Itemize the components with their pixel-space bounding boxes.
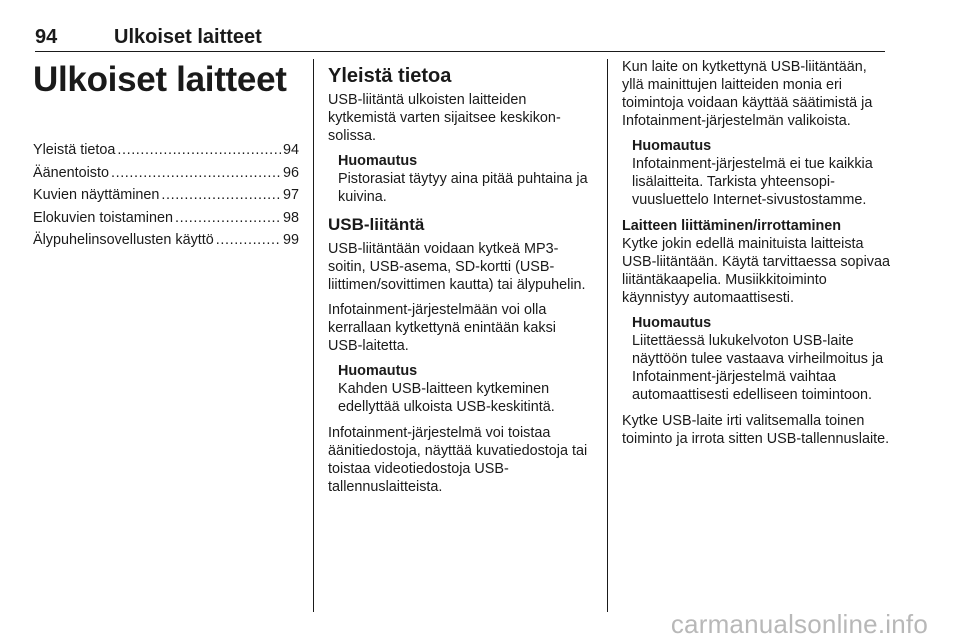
paragraph-usb-devices: USB-liitäntään voidaan kytkeä MP3-soitin, USB-asema, SD-kortti (USB-liittimen/sovittimen kautta) tai älypuhelin. xyxy=(328,241,586,293)
toc-entry-label: Kuvien näyttäminen xyxy=(33,187,160,203)
note-title: Huomautus xyxy=(632,138,712,154)
toc-leader-dots xyxy=(216,229,281,252)
toc-entry-page: 94 xyxy=(282,142,299,158)
toc-leader-dots xyxy=(175,207,281,230)
note-box xyxy=(338,362,594,416)
column-connecting xyxy=(622,58,890,455)
section-title-usb: USB-liitäntä xyxy=(328,215,425,234)
paragraph-connect-steps: Kytke jokin edellä mainituista laitteista USB-liitäntään. Käytä tarvittaessa sopivaa liitäntäkaapelia. Musiikkitoiminto käynnistyy automaattisesti. xyxy=(622,236,890,306)
toc-entry-page: 98 xyxy=(282,209,299,226)
note-box xyxy=(632,314,890,404)
column-divider-right xyxy=(607,59,608,612)
column-general-info xyxy=(328,58,594,503)
toc-entry[interactable] xyxy=(33,162,299,185)
paragraph-disconnect-steps: Kytke USB-laite irti valitsemalla toinen toiminto ja irrota sitten USB-tallennuslaite. xyxy=(622,413,890,447)
column-toc xyxy=(33,58,299,252)
note-title: Huomautus xyxy=(338,153,418,169)
toc-entry-label: Äänentoisto xyxy=(33,164,110,181)
note-text: Infotainment-järjestelmä ei tue kaikkia lisälaitteita. Tarkista yhteensopivuusluettelo Internet-sivustostamme. xyxy=(632,156,873,208)
note-box xyxy=(338,152,594,206)
toc-leader-dots xyxy=(117,139,281,162)
note-title: Huomautus xyxy=(338,363,418,379)
toc-entry-page: 96 xyxy=(282,164,299,181)
toc-entry[interactable] xyxy=(33,207,299,230)
toc-entry-label: Älypuhelinsovellusten käyttö xyxy=(33,232,214,248)
watermark-text: carmanualsonline.info xyxy=(670,609,928,639)
toc-entry-page: 97 xyxy=(282,187,299,203)
note-title: Huomautus xyxy=(632,315,712,331)
running-title: Ulkoiset laitteet xyxy=(114,26,262,48)
paragraph-usb-limit: Infotainment-järjestelmään voi olla kerrallaan kytkettynä enintään kaksi USB-laitetta. xyxy=(328,302,556,354)
subheading-connect-disconnect: Laitteen liittäminen/irrottaminen xyxy=(622,218,842,234)
page-number: 94 xyxy=(35,26,58,48)
toc-entry-label: Elokuvien toistaminen xyxy=(33,209,173,226)
column-divider-left xyxy=(313,59,314,612)
paragraph-device-control: Kun laite on kytkettynä USB-liitäntään, yllä mainittujen laitteiden monia eri toimintoja voidaan käyttää säätimistä ja Infotainment-järjestelmän valikoista. xyxy=(622,59,873,129)
toc-leader-dots xyxy=(111,162,281,185)
toc-entry-label: Yleistä tietoa xyxy=(33,142,116,158)
toc-entry-page: 99 xyxy=(282,232,299,248)
page-header xyxy=(35,25,885,52)
note-text: Pistorasiat täytyy aina pitää puhtaina ja kuivina. xyxy=(338,171,588,205)
note-text: Liitettäessä lukukelvoton USB-laite näyttöön tulee vastaava virheilmoitus ja Infotainment-järjestelmä vaihtaa automaattisesti edelliseen toimintoon. xyxy=(632,333,884,403)
table-of-contents xyxy=(33,139,299,252)
note-text: Kahden USB-laitteen kytkeminen edellyttää ulkoista USB-keskitintä. xyxy=(338,381,555,415)
section-title-general: Yleistä tietoa xyxy=(328,65,452,87)
toc-leader-dots xyxy=(161,184,281,207)
toc-entry[interactable] xyxy=(33,229,299,252)
note-box xyxy=(632,137,890,209)
paragraph-intro: USB-liitäntä ulkoisten laitteiden kytkemistä varten sijaitsee keskikonsolissa. xyxy=(328,92,561,144)
toc-entry[interactable] xyxy=(33,184,299,207)
chapter-title: Ulkoiset laitteet xyxy=(33,60,287,99)
paragraph-usb-playback: Infotainment-järjestelmä voi toistaa äänitiedostoja, näyttää kuvatiedostoja tai toistaa videotiedostoja USB-tallennuslaitteista. xyxy=(328,425,588,495)
toc-entry[interactable] xyxy=(33,139,299,162)
